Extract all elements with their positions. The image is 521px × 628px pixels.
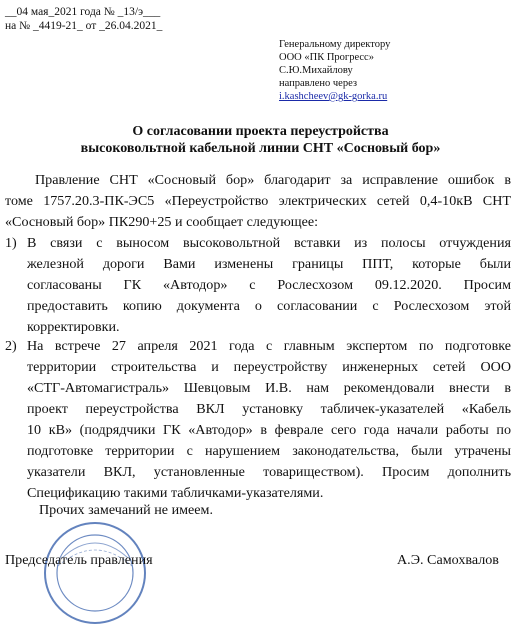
- organization-stamp: [40, 518, 150, 628]
- list-line: указатели ВКЛ, установленные товариществом). Просим дополнить: [27, 464, 511, 480]
- document-title: [0, 123, 521, 157]
- intro-line: «Сосновый бор» ПК290+25 и сообщает следующее:: [5, 214, 319, 230]
- list-line: проект переустройства ВКЛ установку табличек-указателей «Кабель: [27, 401, 511, 417]
- intro-line: Правление СНТ «Сосновый бор» благодарит за исправление ошибок в: [35, 172, 511, 188]
- addressee-block: [279, 38, 390, 103]
- intro-paragraph: [5, 170, 511, 233]
- list-line: корректировки.: [27, 319, 120, 335]
- list-line: согласованы ГК «Автодор» с Рослесхозом 09.12.2020. Просим: [27, 277, 511, 293]
- closing-sentence: Прочих замечаний не имеем.: [39, 502, 213, 518]
- addressee-email-link[interactable]: i.kashcheev@gk-gorka.ru: [279, 91, 388, 102]
- list-line: В связи с выносом высоковольтной вставки из полосы отчуждения: [27, 235, 511, 251]
- addressee-via: направлено через: [279, 78, 358, 89]
- outgoing-number: __04 мая_2021 года № _13/э___: [5, 6, 161, 18]
- addressee-company: ООО «ПК Прогресс»: [279, 52, 374, 63]
- list-line: На встрече 27 апреля 2021 года с главным экспертом по подготовке: [27, 338, 511, 354]
- list-item-text: [27, 336, 511, 504]
- list-line: территории строительства и переустройству инженерных сетей ООО: [27, 359, 511, 375]
- list-line: подготовке территории с нарушением законодательства, были утрачены: [27, 443, 511, 459]
- addressee-position: Генеральному директору: [279, 39, 391, 50]
- intro-line: томе 1757.20.3-ПК-ЭС5 «Переустройство электрических сетей 0,4-10кВ СНТ: [5, 193, 511, 209]
- reference-number: на № _4419-21_ от _26.04.2021_: [5, 20, 163, 32]
- list-number: 2): [5, 338, 17, 354]
- title-line-2: высоковольтной кабельной линии СНТ «Сосновый бор»: [80, 141, 441, 156]
- signature-position: Председатель правления: [5, 552, 153, 568]
- list-line: Спецификацию такими табличками-указателями.: [27, 485, 324, 501]
- list-line: 10 кВ» (подрядчики ГК «Автодор» в феврале сего года начали работы по: [27, 422, 511, 438]
- signature-name: А.Э. Самохвалов: [397, 552, 499, 568]
- addressee-name: С.Ю.Михайлову: [279, 65, 353, 76]
- list-item-text: [27, 233, 511, 338]
- list-line: «СТГ-Автомагистраль» Шевцовым И.В. нам рекомендовали внести в: [27, 380, 511, 396]
- list-line: железной дороги Вами изменены границы ППТ, которые были: [27, 256, 511, 272]
- list-number: 1): [5, 235, 17, 251]
- title-line-1: О согласовании проекта переустройства: [132, 124, 389, 139]
- list-line: предоставить копию документа о согласовании с Рослесхозом этой: [27, 298, 511, 314]
